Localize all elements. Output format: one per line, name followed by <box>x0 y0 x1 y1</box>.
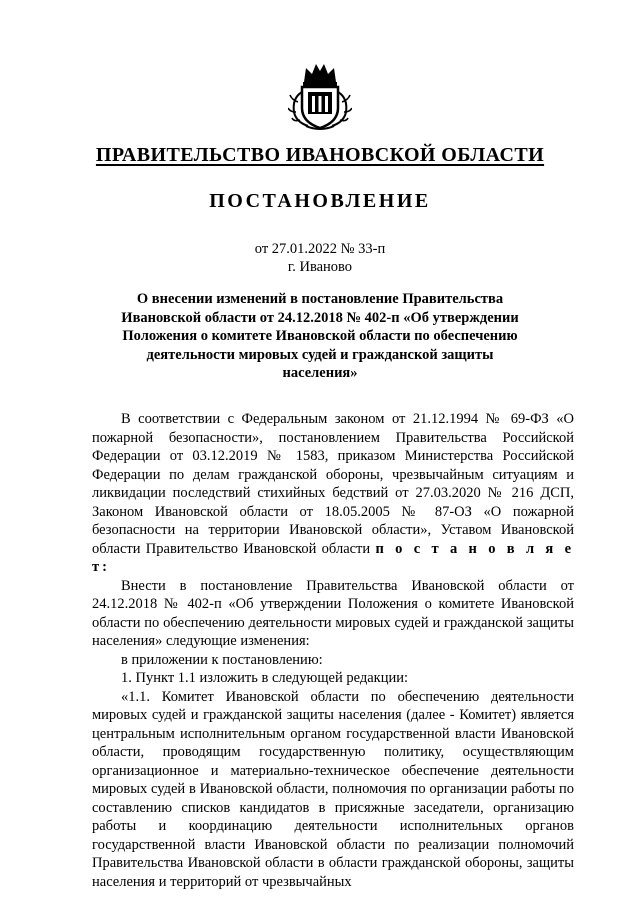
document-meta <box>0 240 640 276</box>
ivanovo-coat-of-arms-icon <box>288 62 352 130</box>
document-city: г. Иваново <box>287 259 353 275</box>
government-title: ПРАВИТЕЛЬСТВО ИВАНОВСКОЙ ОБЛАСТИ <box>95 144 545 166</box>
document-date-number: от 27.01.2022 № 33-п <box>254 241 386 257</box>
preamble-text: В соответствии с Федеральным законом от 21.12.1994 № 69-ФЗ «О пожарной безопасности», постановлением Правительства Российской Федерации от 03.12.2019 № 1583, приказом Министерства Российской Федерации по делам гражданской обороны, чрезвычайным ситуациям и ликвидации последствий стихийных бедствий от 27.03.2020 № 216 ДСП, Законом Ивановской области от 18.05.2005 № 87-ОЗ «О пожарной безопасности на территории Ивановской области», Уставом Ивановской области Правительство Ивановской области <box>92 411 574 557</box>
item1-paragraph: 1. Пункт 1.1 изложить в следующей редакции: <box>121 670 409 686</box>
document-body <box>92 410 574 891</box>
resolves-word: п о с т а н о в л я е т: <box>92 540 575 575</box>
preamble-paragraph <box>92 410 574 577</box>
amend-paragraph: Внести в постановление Правительства Ивановской области от 24.12.2018 № 402-п «Об утверждении Положения о комитете Ивановской области по обеспечению деятельности мировых судей и гражданской защиты населения» следующие изменения: <box>92 577 574 649</box>
appendix-paragraph: в приложении к постановлению: <box>121 651 323 668</box>
document-type: ПОСТАНОВЛЕНИЕ <box>209 190 431 212</box>
document-subject: О внесении изменений в постановление Правительства Ивановской области от 24.12.2018 № 402-п «Об утверждении Положения о комитете Ивановской области по обеспечению деятельности мировых судей и гражданской защиты населения» <box>121 291 519 381</box>
item1-text-paragraph: «1.1. Комитет Ивановской области по обеспечению деятельности мировых судей и гражданской защиты населения (далее - Комитет) является центральным исполнительным органом государственной власти Ивановской области, проводящим государственную политику, осуществляющим организационное и материально-техническое обеспечение деятельности мировых судей в Ивановской области, полномочия по организации работы по составлению списков кандидатов в присяжные заседатели, организацию работы и координацию деятельности исполнительных органов государственной власти Ивановской области по реализации полномочий Правительства Ивановской области в области гражданской обороны, защиты населения и территорий от чрезвычайных <box>92 688 574 890</box>
